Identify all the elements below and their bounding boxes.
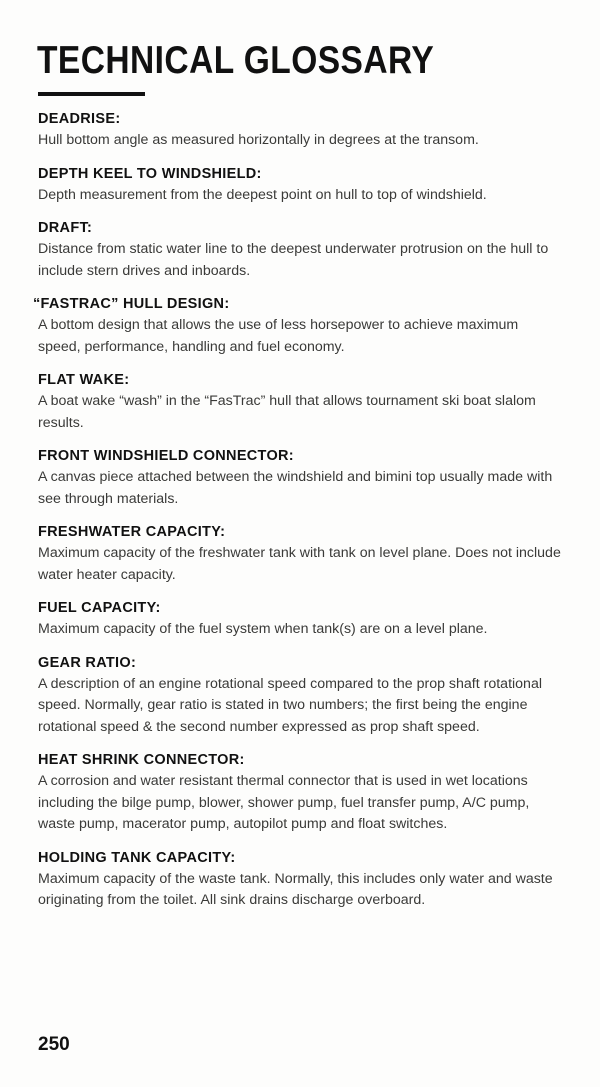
glossary-term: FLAT WAKE: — [38, 372, 130, 388]
glossary-definition: Maximum capacity of the waste tank. Normally, this includes only water and waste originating from the toilet. All sink drains discharge overboard. — [38, 870, 553, 908]
glossary-term: FRONT WINDSHIELD CONNECTOR: — [38, 448, 294, 464]
glossary-entry-fuel-capacity — [38, 598, 563, 641]
glossary-term: DEADRISE: — [38, 111, 121, 127]
glossary-term: DEPTH KEEL TO WINDSHIELD: — [38, 165, 262, 182]
glossary-term: FUEL CAPACITY: — [38, 600, 161, 616]
glossary-term: FRESHWATER CAPACITY: — [38, 524, 226, 540]
glossary-entry-draft — [38, 218, 563, 282]
glossary-definition: A description of an engine rotational speed compared to the prop shaft rotational speed. Normally, gear ratio is stated in two numbers; the first being the engine rotational speed & the second number expressed as prop shaft speed. — [38, 675, 542, 735]
glossary-entry-deadrise — [38, 109, 563, 152]
glossary-entry-holding-tank-capacity — [38, 848, 563, 912]
glossary-term: GEAR RATIO: — [38, 654, 137, 671]
glossary-definition: Depth measurement from the deepest point on hull to top of windshield. — [38, 186, 487, 203]
glossary-entry-fastrac-hull-design — [33, 294, 563, 358]
glossary-list — [33, 109, 563, 924]
page-title: TECHNICAL GLOSSARY — [37, 39, 435, 82]
glossary-term: HEAT SHRINK CONNECTOR: — [38, 752, 245, 768]
glossary-definition: A boat wake “wash” in the “FasTrac” hull that allows tournament ski boat slalom results. — [38, 393, 536, 431]
title-underline — [38, 92, 145, 96]
glossary-definition: A canvas piece attached between the windshield and bimini top usually made with see through materials. — [38, 469, 553, 507]
glossary-definition: Distance from static water line to the deepest underwater protrusion on the hull to include stern drives and inboards. — [38, 241, 549, 279]
glossary-entry-heat-shrink-connector — [38, 750, 563, 836]
glossary-definition: A bottom design that allows the use of less horsepower to achieve maximum speed, performance, handling and fuel economy. — [38, 317, 519, 355]
glossary-term: HOLDING TANK CAPACITY: — [38, 849, 236, 866]
glossary-entry-gear-ratio — [38, 653, 563, 739]
glossary-definition: Maximum capacity of the freshwater tank with tank on level plane. Does not include water heater capacity. — [38, 545, 561, 583]
glossary-entry-flat-wake — [38, 370, 563, 434]
glossary-definition: Hull bottom angle as measured horizontally in degrees at the transom. — [38, 132, 479, 148]
glossary-entry-depth-keel-to-windshield — [38, 164, 563, 207]
glossary-term: DRAFT: — [38, 220, 93, 236]
page-number: 250 — [38, 1034, 70, 1055]
glossary-entry-front-windshield-connector — [38, 446, 563, 510]
glossary-term: “FASTRAC” HULL DESIGN: — [33, 296, 230, 312]
glossary-entry-freshwater-capacity — [38, 522, 563, 586]
glossary-definition: A corrosion and water resistant thermal connector that is used in wet locations including the bilge pump, blower, shower pump, fuel transfer pump, A/C pump, waste pump, macerator pump, autopilot pump and float switches. — [38, 773, 530, 832]
glossary-definition: Maximum capacity of the fuel system when tank(s) are on a level plane. — [38, 621, 488, 637]
